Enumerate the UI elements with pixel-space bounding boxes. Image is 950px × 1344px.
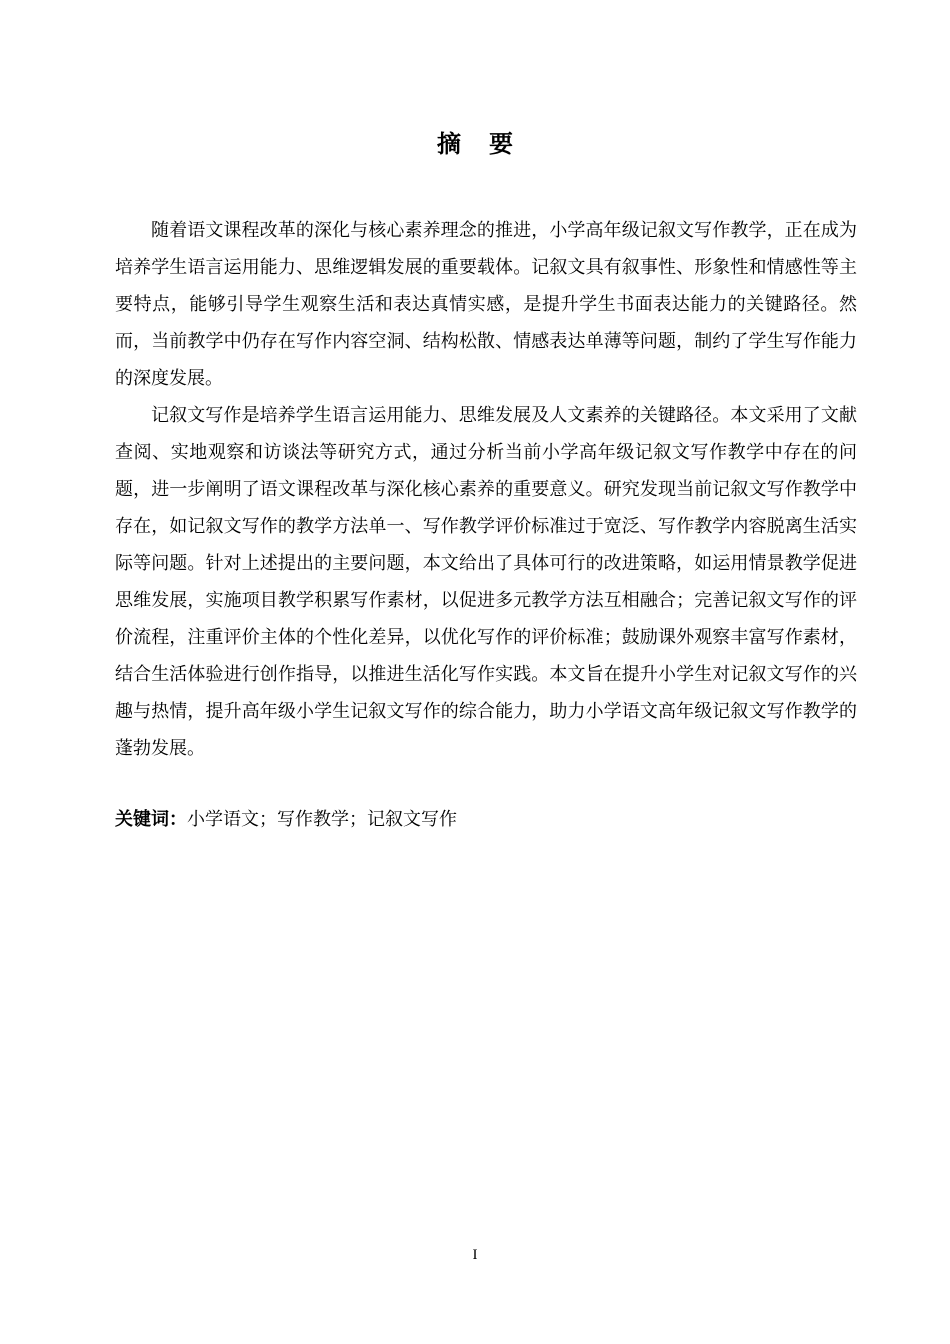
abstract-paragraph-1: 随着语文课程改革的深化与核心素养理念的推进，小学高年级记叙文写作教学，正在成为培养学生语言运用能力、思维逻辑发展的重要载体。记叙文具有叙事性、形象性和情感性等主要特点，能够引导学生观察生活和表达真情实感，是提升学生书面表达能力的关键路径。然而，当前教学中仍存在写作内容空洞、结构松散、情感表达单薄等问题，制约了学生写作能力的深度发展。 (115, 220, 857, 389)
abstract-title: 摘要 (437, 130, 541, 158)
keywords-label: 关键词： (115, 809, 187, 830)
abstract-paragraph-2: 记叙文写作是培养学生语言运用能力、思维发展及人文素养的关键路径。本文采用了文献查阅、实地观察和访谈法等研究方式，通过分析当前小学高年级记叙文写作教学中存在的问题，进一步阐明了语文课程改革与深化核心素养的重要意义。研究发现当前记叙文写作教学中存在，如记叙文写作的教学方法单一、写作教学评价标准过于宽泛、写作教学内容脱离生活实际等问题。针对上述提出的主要问题，本文给出了具体可行的改进策略，如运用情景教学促进思维发展，实施项目教学积累写作素材，以促进多元教学方法互相融合；完善记叙文写作的评价流程，注重评价主体的个性化差异，以优化写作的评价标准；鼓励课外观察丰富写作素材，结合生活体验进行创作指导，以推进生活化写作实践。本文旨在提升小学生对记叙文写作的兴趣与热情，提升高年级小学生记叙文写作的综合能力，助力小学语文高年级记叙文写作教学的蓬勃发展。 (115, 405, 857, 759)
abstract-body (115, 212, 857, 767)
page-number: I (472, 1247, 478, 1263)
keywords-line (115, 807, 457, 833)
keywords-value: 小学语文；写作教学；记叙文写作 (187, 809, 457, 830)
